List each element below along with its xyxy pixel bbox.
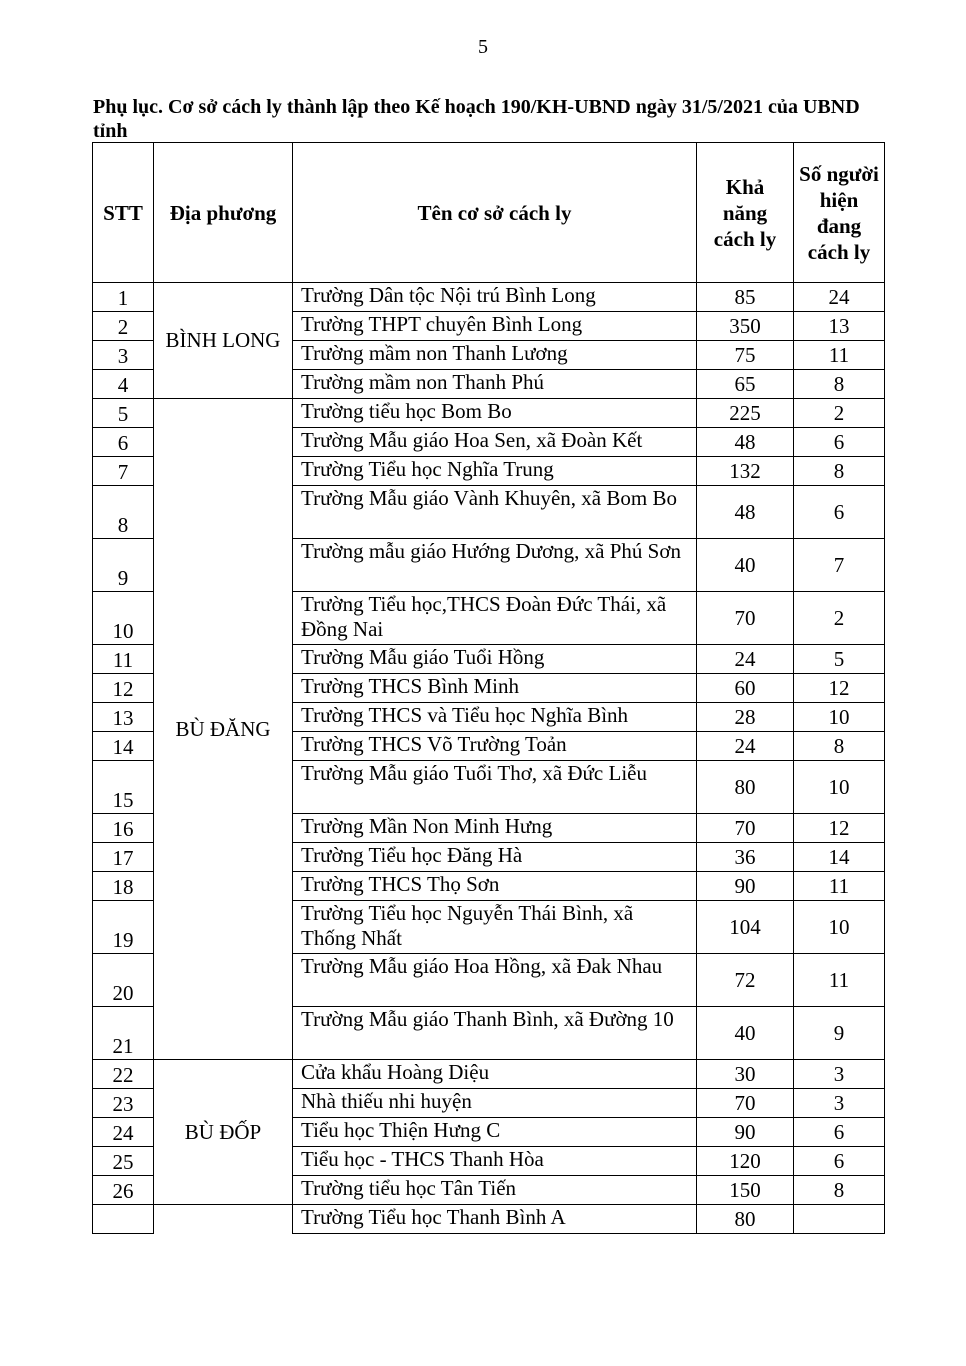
cell-current-count: 6 (794, 1147, 885, 1176)
cell-capacity: 75 (697, 341, 794, 370)
cell-stt: 26 (93, 1176, 154, 1205)
cell-stt: 20 (93, 954, 154, 1007)
cell-stt: 21 (93, 1007, 154, 1060)
cell-facility-name: Trường Dân tộc Nội trú Bình Long (293, 283, 697, 312)
cell-locality: BÙ ĐĂNG (154, 399, 293, 1060)
cell-stt: 8 (93, 486, 154, 539)
cell-capacity: 350 (697, 312, 794, 341)
cell-capacity: 48 (697, 428, 794, 457)
cell-current-count: 9 (794, 1007, 885, 1060)
cell-capacity: 120 (697, 1147, 794, 1176)
table-header-row (93, 143, 885, 283)
cell-facility-name: Trường Mẫu giáo Hoa Hồng, xã Đak Nhau (293, 954, 697, 1007)
cell-locality: BÌNH LONG (154, 283, 293, 399)
cell-facility-name: Trường THCS Thọ Sơn (293, 872, 697, 901)
cell-stt: 1 (93, 283, 154, 312)
cell-current-count: 10 (794, 761, 885, 814)
cell-stt: 9 (93, 539, 154, 592)
cell-stt: 23 (93, 1089, 154, 1118)
cell-current-count: 2 (794, 399, 885, 428)
cell-facility-name: Trường Tiểu học Thanh Bình A (293, 1205, 697, 1234)
cell-current-count: 11 (794, 954, 885, 1007)
appendix-title: Phụ lục. Cơ sở cách ly thành lập theo Kế hoạch 190/KH-UBND ngày 31/5/2021 của UBND tỉnh (93, 96, 860, 142)
table-row (93, 283, 885, 312)
header-stt: STT (93, 143, 154, 283)
cell-current-count: 8 (794, 457, 885, 486)
cell-facility-name: Trường Tiểu học,THCS Đoàn Đức Thái, xã Đồng Nai (293, 592, 697, 645)
cell-stt: 25 (93, 1147, 154, 1176)
quarantine-facilities-table (92, 142, 885, 1234)
cell-current-count: 2 (794, 592, 885, 645)
cell-facility-name: Cửa khẩu Hoàng Diệu (293, 1060, 697, 1089)
cell-current-count: 6 (794, 486, 885, 539)
cell-facility-name: Tiểu học Thiện Hưng C (293, 1118, 697, 1147)
cell-stt: 7 (93, 457, 154, 486)
cell-current-count: 6 (794, 1118, 885, 1147)
cell-capacity: 48 (697, 486, 794, 539)
cell-current-count: 10 (794, 901, 885, 954)
cell-facility-name: Trường Mần Non Minh Hưng (293, 814, 697, 843)
cell-current-count: 11 (794, 341, 885, 370)
cell-locality: BÙ ĐỐP (154, 1060, 293, 1205)
cell-capacity: 80 (697, 761, 794, 814)
cell-current-count: 7 (794, 539, 885, 592)
cell-capacity: 36 (697, 843, 794, 872)
cell-facility-name: Trường tiểu học Tân Tiến (293, 1176, 697, 1205)
cell-current-count: 8 (794, 1176, 885, 1205)
cell-facility-name: Trường mẫu giáo Hướng Dương, xã Phú Sơn (293, 539, 697, 592)
cell-capacity: 72 (697, 954, 794, 1007)
cell-current-count: 8 (794, 732, 885, 761)
cell-stt: 12 (93, 674, 154, 703)
header-current-count: Số người hiện đang cách ly (794, 143, 885, 283)
cell-facility-name: Trường Mẫu giáo Hoa Sen, xã Đoàn Kết (293, 428, 697, 457)
header-locality: Địa phương (154, 143, 293, 283)
cell-current-count (794, 1205, 885, 1234)
cell-capacity: 104 (697, 901, 794, 954)
header-capacity: Khả năng cách ly (697, 143, 794, 283)
cell-stt: 13 (93, 703, 154, 732)
cell-current-count: 12 (794, 814, 885, 843)
cell-capacity: 70 (697, 814, 794, 843)
cell-facility-name: Trường Mẫu giáo Vành Khuyên, xã Bom Bo (293, 486, 697, 539)
cell-current-count: 5 (794, 645, 885, 674)
header-facility-name: Tên cơ sở cách ly (293, 143, 697, 283)
cell-stt: 16 (93, 814, 154, 843)
cell-capacity: 70 (697, 1089, 794, 1118)
cell-facility-name: Trường THCS và Tiểu học Nghĩa Bình (293, 703, 697, 732)
cell-capacity: 90 (697, 1118, 794, 1147)
cell-stt: 18 (93, 872, 154, 901)
cell-stt: 2 (93, 312, 154, 341)
cell-facility-name: Trường Mẫu giáo Tuổi Thơ, xã Đức Liễu (293, 761, 697, 814)
cell-capacity: 70 (697, 592, 794, 645)
cell-facility-name: Trường Mẫu giáo Thanh Bình, xã Đường 10 (293, 1007, 697, 1060)
cell-capacity: 24 (697, 645, 794, 674)
cell-stt: 15 (93, 761, 154, 814)
cell-locality (154, 1205, 293, 1234)
cell-facility-name: Tiểu học - THCS Thanh Hòa (293, 1147, 697, 1176)
cell-current-count: 14 (794, 843, 885, 872)
cell-capacity: 90 (697, 872, 794, 901)
cell-capacity: 150 (697, 1176, 794, 1205)
cell-current-count: 24 (794, 283, 885, 312)
cell-facility-name: Trường Tiểu học Đăng Hà (293, 843, 697, 872)
cell-capacity: 40 (697, 539, 794, 592)
cell-capacity: 40 (697, 1007, 794, 1060)
table-row (93, 1060, 885, 1089)
cell-stt: 14 (93, 732, 154, 761)
cell-facility-name: Trường THCS Võ Trường Toản (293, 732, 697, 761)
cell-stt: 6 (93, 428, 154, 457)
cell-facility-name: Trường Mẫu giáo Tuổi Hồng (293, 645, 697, 674)
cell-capacity: 60 (697, 674, 794, 703)
cell-capacity: 65 (697, 370, 794, 399)
cell-facility-name: Trường Tiểu học Nghĩa Trung (293, 457, 697, 486)
cell-facility-name: Trường THCS Bình Minh (293, 674, 697, 703)
cell-current-count: 3 (794, 1089, 885, 1118)
cell-stt: 3 (93, 341, 154, 370)
page-number: 5 (478, 36, 488, 58)
cell-capacity: 85 (697, 283, 794, 312)
cell-stt: 4 (93, 370, 154, 399)
table-row (93, 399, 885, 428)
cell-current-count: 12 (794, 674, 885, 703)
cell-capacity: 80 (697, 1205, 794, 1234)
cell-current-count: 6 (794, 428, 885, 457)
cell-facility-name: Trường mầm non Thanh Lương (293, 341, 697, 370)
cell-stt: 5 (93, 399, 154, 428)
cell-stt: 11 (93, 645, 154, 674)
cell-stt: 22 (93, 1060, 154, 1089)
cell-current-count: 8 (794, 370, 885, 399)
cell-facility-name: Trường mầm non Thanh Phú (293, 370, 697, 399)
cell-stt: 10 (93, 592, 154, 645)
cell-facility-name: Nhà thiếu nhi huyện (293, 1089, 697, 1118)
cell-current-count: 13 (794, 312, 885, 341)
cell-stt: 17 (93, 843, 154, 872)
cell-capacity: 225 (697, 399, 794, 428)
cell-facility-name: Trường tiểu học Bom Bo (293, 399, 697, 428)
cell-capacity: 28 (697, 703, 794, 732)
cell-stt: 19 (93, 901, 154, 954)
cell-capacity: 24 (697, 732, 794, 761)
cell-facility-name: Trường THPT chuyên Bình Long (293, 312, 697, 341)
cell-stt (93, 1205, 154, 1234)
cell-stt: 24 (93, 1118, 154, 1147)
cell-current-count: 10 (794, 703, 885, 732)
cell-capacity: 132 (697, 457, 794, 486)
cell-capacity: 30 (697, 1060, 794, 1089)
cell-facility-name: Trường Tiểu học Nguyễn Thái Bình, xã Thống Nhất (293, 901, 697, 954)
table-body (93, 283, 885, 1234)
table-row (93, 1205, 885, 1234)
cell-current-count: 11 (794, 872, 885, 901)
cell-current-count: 3 (794, 1060, 885, 1089)
